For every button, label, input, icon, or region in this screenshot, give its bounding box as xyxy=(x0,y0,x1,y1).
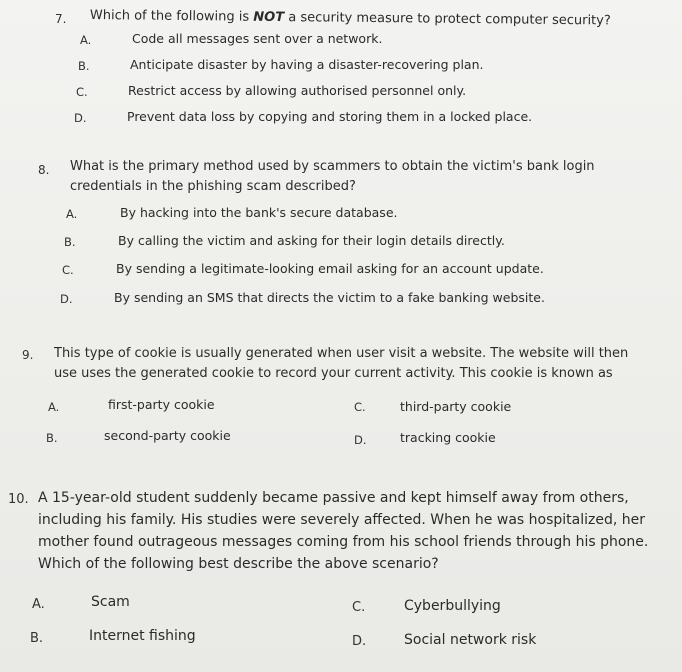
option-a[interactable]: first-party cookie xyxy=(108,397,215,412)
option-letter-d: D. xyxy=(74,111,87,125)
option-letter-b: B. xyxy=(78,59,90,73)
option-b[interactable]: Internet fishing xyxy=(89,628,196,644)
question-number: 10. xyxy=(8,492,29,507)
option-c[interactable]: Restrict access by allowing authorised personnel only. xyxy=(128,83,467,98)
option-letter-a: A. xyxy=(66,207,78,221)
option-d[interactable]: Social network risk xyxy=(404,632,537,648)
question-stem: What is the primary method used by scammers to obtain the victim's bank login credentials in the phishing scam described? xyxy=(70,159,595,194)
question-stem: Which of the following is NOT a security measure to protect computer security? xyxy=(89,7,611,29)
option-letter-a: A. xyxy=(48,400,60,414)
question-number: 9. xyxy=(22,348,34,362)
option-letter-c: C. xyxy=(352,600,366,615)
option-letter-c: C. xyxy=(62,263,74,277)
option-letter-d: D. xyxy=(60,292,73,306)
option-b[interactable]: By calling the victim and asking for their login details directly. xyxy=(118,233,505,248)
option-letter-d: D. xyxy=(352,634,367,649)
question-stem: This type of cookie is usually generated when user visit a website. The website will then use uses the generated cookie to record your current activity. This cookie is known as xyxy=(54,346,629,381)
option-c[interactable]: Cyberbullying xyxy=(404,598,501,614)
option-a[interactable]: Scam xyxy=(91,594,130,610)
option-letter-b: B. xyxy=(64,235,76,249)
option-letter-c: C. xyxy=(354,400,366,414)
option-a[interactable]: By hacking into the bank's secure database. xyxy=(120,205,398,220)
option-c[interactable]: third-party cookie xyxy=(400,399,512,414)
option-d[interactable]: Prevent data loss by copying and storing them in a locked place. xyxy=(127,109,533,124)
option-d[interactable]: By sending an SMS that directs the victim to a fake banking website. xyxy=(114,290,545,305)
question-number: 8. xyxy=(38,163,50,177)
option-a[interactable]: Code all messages sent over a network. xyxy=(132,31,383,46)
emphasis-not: NOT xyxy=(253,9,285,26)
option-d[interactable]: tracking cookie xyxy=(400,430,496,445)
option-letter-b: B. xyxy=(30,631,44,646)
option-letter-a: A. xyxy=(80,33,92,47)
option-b[interactable]: Anticipate disaster by having a disaster-recovering plan. xyxy=(130,57,484,72)
question-number: 7. xyxy=(55,12,67,26)
option-c[interactable]: By sending a legitimate-looking email asking for an account update. xyxy=(116,261,544,276)
option-letter-b: B. xyxy=(46,431,58,445)
option-letter-c: C. xyxy=(76,85,88,99)
option-letter-d: D. xyxy=(354,433,367,447)
option-b[interactable]: second-party cookie xyxy=(104,428,231,443)
option-letter-a: A. xyxy=(32,597,45,612)
question-stem: A 15-year-old student suddenly became passive and kept himself away from others, including his family. His studies were severely affected. When he was hospitalized, her mother found outrageous messages coming from his school friends through his phone. Which of the following best describe the above scenario? xyxy=(38,490,649,572)
